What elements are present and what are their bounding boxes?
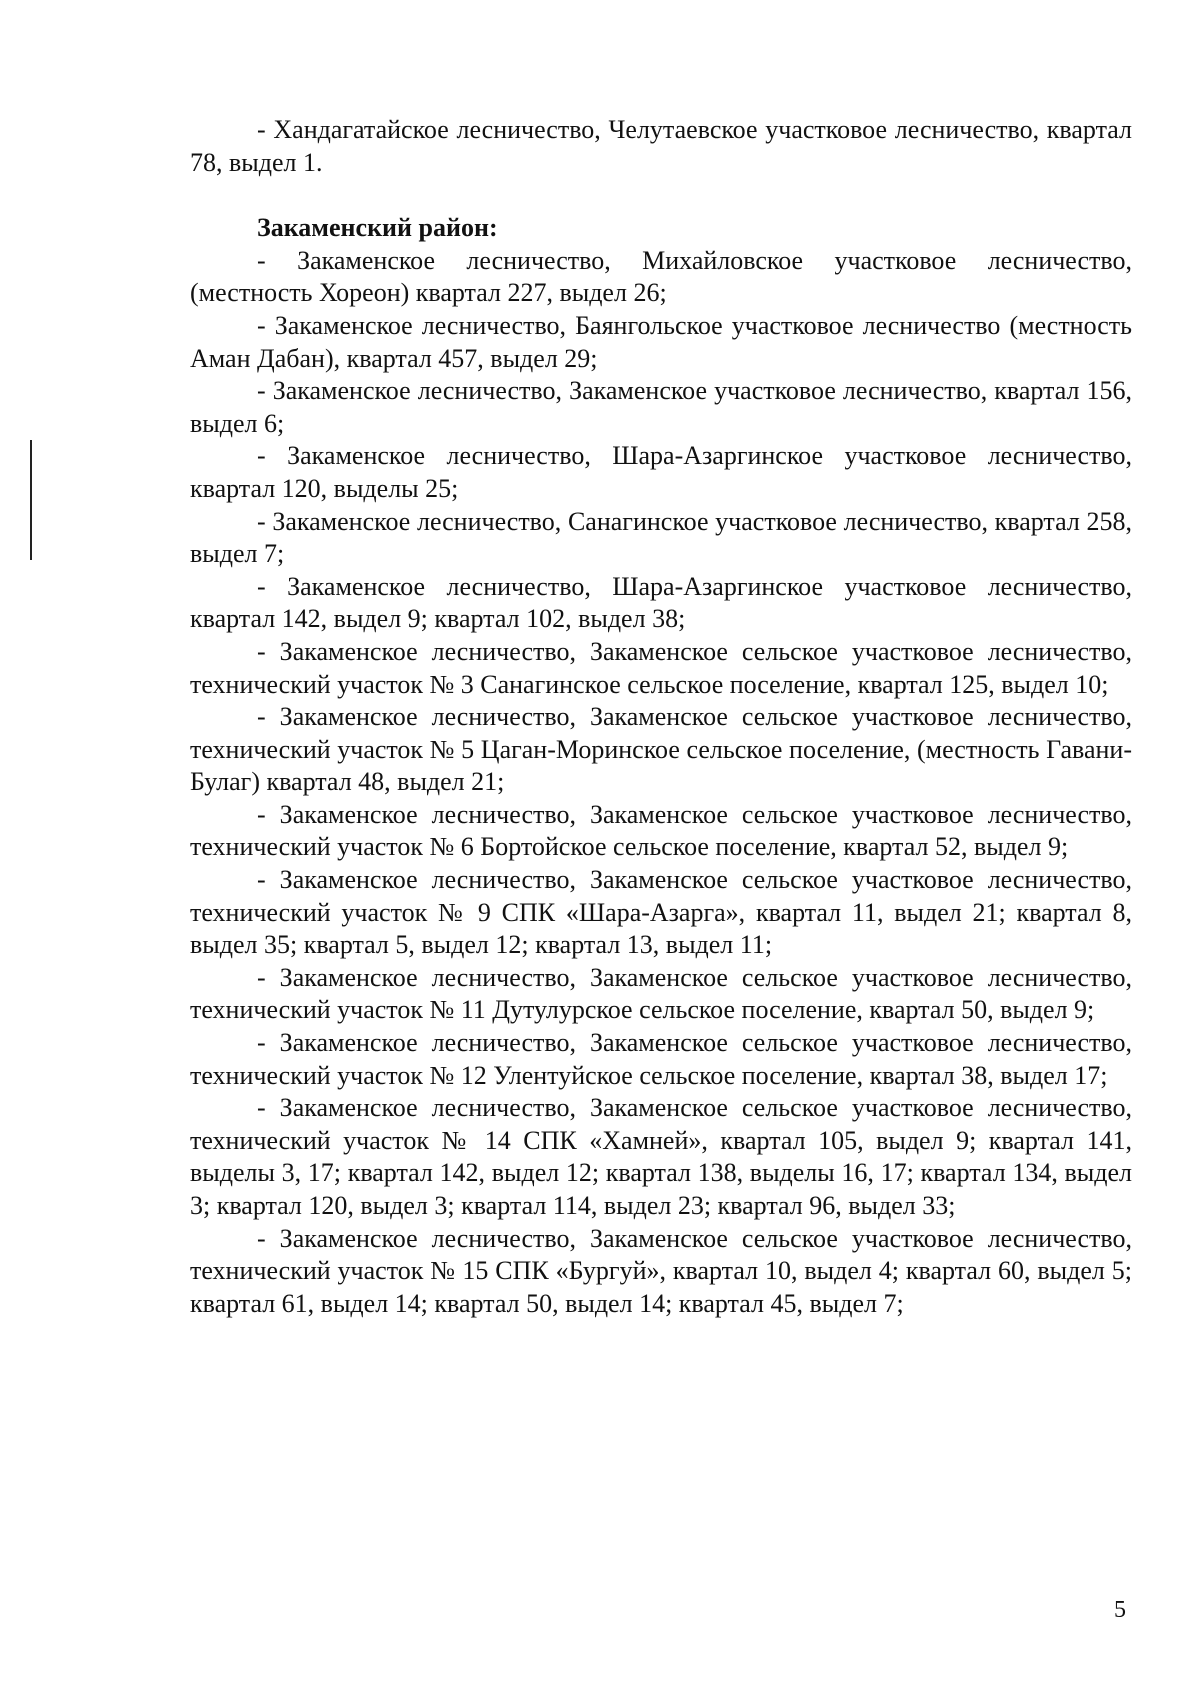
document-body: [190, 114, 1132, 1320]
margin-mark: [30, 440, 32, 560]
district-heading: Закаменский район:: [257, 213, 498, 243]
list-item: - Закаменское лесничество, Шара-Азаргинское участковое лесничество, квартал 120, выделы 25;: [190, 441, 1132, 503]
list-item: - Закаменское лесничество, Михайловское участковое лесничество, (местность Хореон) квартал 227, выдел 26;: [190, 245, 1132, 308]
list-item: - Закаменское лесничество, Закаменское сельское участковое лесничество, технический участок № 6 Бортойское сельское поселение, квартал 52, выдел 9;: [190, 799, 1132, 862]
page-number: 5: [1114, 1597, 1126, 1623]
list-item: - Закаменское лесничество, Санагинское участковое лесничество, квартал 258, выдел 7;: [190, 506, 1132, 569]
list-item: - Закаменское лесничество, Шара-Азаргинское участковое лесничество, квартал 142, выдел 9; квартал 102, выдел 38;: [190, 571, 1132, 634]
list-item: - Закаменское лесничество, Закаменское сельское участковое лесничество, технический участок № 15 СПК «Бургуй», квартал 10, выдел 4; квартал 60, выдел 5; квартал 61, выдел 14; квартал 50, выдел 14; квартал 45, выдел 7;: [190, 1223, 1132, 1318]
list-item: - Закаменское лесничество, Закаменское сельское участковое лесничество, технический участок № 5 Цаган-Моринское сельское поселение, (местность Гавани-Булаг) квартал 48, выдел 21;: [190, 702, 1132, 797]
list-item: - Закаменское лесничество, Баянгольское участковое лесничество (местность Аман Дабан), квартал 457, выдел 29;: [190, 310, 1132, 373]
list-item: - Закаменское лесничество, Закаменское участковое лесничество, квартал 156, выдел 6;: [190, 376, 1132, 438]
list-item: - Закаменское лесничество, Закаменское сельское участковое лесничество, технический участок № 11 Дутулурское сельское поселение, квартал 50, выдел 9;: [190, 962, 1132, 1025]
intro-paragraph: - Хандагатайское лесничество, Челутаевское участковое лесничество, квартал 78, выдел 1.: [190, 115, 1132, 177]
list-item: - Закаменское лесничество, Закаменское сельское участковое лесничество, технический участок № 9 СПК «Шара-Азарга», квартал 11, выдел 21; квартал 8, выдел 35; квартал 5, выдел 12; квартал 13, выдел 11;: [190, 865, 1132, 960]
list-item: - Закаменское лесничество, Закаменское сельское участковое лесничество, технический участок № 3 Санагинское сельское поселение, квартал 125, выдел 10;: [190, 636, 1132, 699]
list-item: - Закаменское лесничество, Закаменское сельское участковое лесничество, технический участок № 14 СПК «Хамней», квартал 105, выдел 9; квартал 141, выделы 3, 17; квартал 142, выдел 12; квартал 138, выделы 16, 17; квартал 134, выдел 3; квартал 120, выдел 3; квартал 114, выдел 23; квартал 96, выдел 33;: [190, 1093, 1132, 1220]
list-item: - Закаменское лесничество, Закаменское сельское участковое лесничество, технический участок № 12 Улентуйское сельское поселение, квартал 38, выдел 17;: [190, 1028, 1132, 1090]
